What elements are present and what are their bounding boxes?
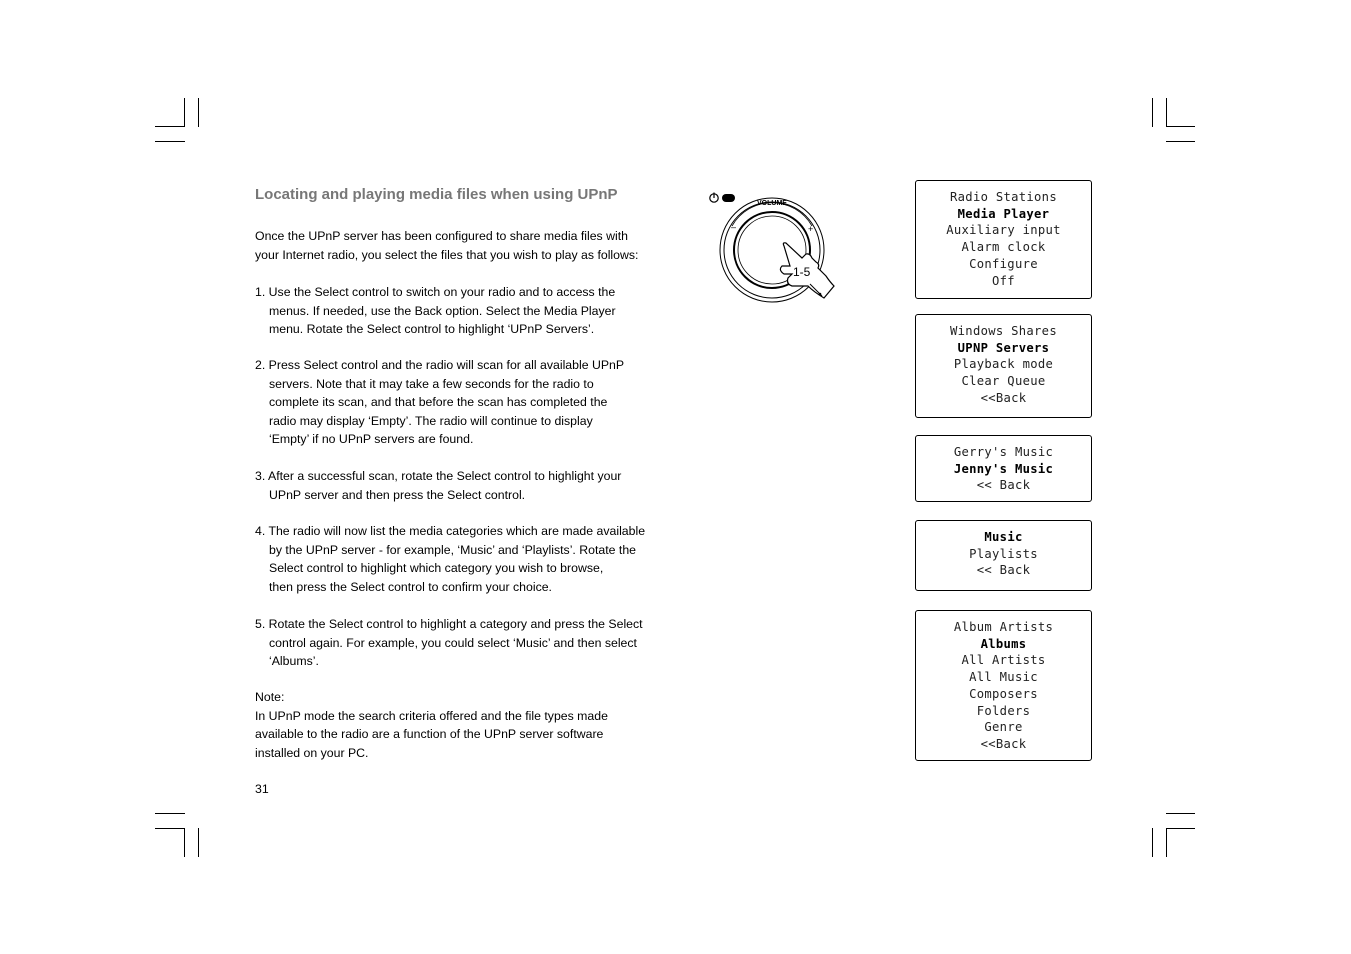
note-line: installed on your PC. (255, 745, 369, 760)
note (255, 688, 675, 762)
menu-item-selected: Jenny's Music (953, 461, 1054, 476)
step-line: 5. Rotate the Select control to highlight a category and press the Select (255, 617, 643, 631)
menu-item: << Back (976, 478, 1031, 493)
step-2 (255, 356, 675, 449)
menu-item: All Artists (961, 653, 1046, 668)
menu-item: Radio Stations (950, 190, 1057, 204)
menu-item: Configure (969, 256, 1038, 271)
note-label: Note: (255, 690, 285, 704)
menu-item-selected: Media Player (957, 206, 1050, 221)
lcd-screen-media-player (915, 314, 1092, 418)
menu-item: Auxiliary input (946, 223, 1061, 238)
step-line: 4. The radio will now list the media categories which are made available (255, 524, 646, 538)
page-number: 31 (255, 782, 269, 796)
step-line: menu. Rotate the Select control to highlight ‘UPnP Servers’. (269, 322, 595, 336)
menu-item: Windows Shares (950, 324, 1057, 338)
step-line: complete its scan, and that before the scan has completed the (269, 395, 608, 409)
menu-item: << Back (976, 563, 1031, 578)
step-line: then press the Select control to confirm your choice. (269, 579, 552, 594)
menu-item: Alarm clock (961, 240, 1046, 255)
intro-paragraph (255, 227, 675, 264)
menu-item: Clear Queue (961, 374, 1046, 389)
section-title: Locating and playing media files when using UPnP (255, 186, 618, 203)
step-line: by the UPnP server - for example, ‘Music’ and ‘Playlists’. Rotate the (269, 542, 637, 557)
step-line: 3. After a successful scan, rotate the Select control to highlight your (255, 469, 622, 483)
step-line: ‘Albums’. (269, 654, 319, 668)
note-line: In UPnP mode the search criteria offered and the file types made (255, 708, 608, 723)
step-line: control again. For example, you could select ‘Music’ and then select (269, 635, 637, 650)
menu-item: Gerry's Music (953, 445, 1054, 459)
menu-item-selected: UPNP Servers (957, 340, 1050, 355)
step-line: ‘Empty’ if no UPnP servers are found. (269, 432, 474, 446)
step-line: 2. Press Select control and the radio will scan for all available UPnP (255, 358, 625, 372)
step-1 (255, 283, 675, 339)
step-line: servers. Note that it may take a few seconds for the radio to (269, 376, 594, 391)
menu-item: Album Artists (953, 620, 1054, 634)
menu-item: Genre (984, 720, 1023, 735)
step-line: radio may display ‘Empty’. The radio will continue to display (269, 413, 593, 428)
step-range-label: 1-5 (793, 265, 811, 279)
intro-line: your Internet radio, you select the files that you wish to play as follows: (255, 247, 639, 262)
plus-label: + (808, 224, 814, 234)
volume-label: VOLUME (757, 200, 787, 207)
note-line: available to the radio are a function of the UPnP server software (255, 727, 604, 741)
minus-label: – (731, 222, 737, 232)
lcd-screen-main-menu (915, 180, 1092, 299)
menu-item: <<Back (980, 736, 1027, 751)
menu-item: Composers (969, 686, 1038, 701)
menu-item: Playlists (969, 546, 1038, 561)
power-button (722, 194, 735, 202)
menu-item-selected: Music (984, 530, 1023, 544)
lcd-screen-servers (915, 435, 1092, 502)
step-line: UPnP server and then press the Select control. (269, 487, 526, 502)
lcd-screen-music (915, 610, 1092, 761)
step-3 (255, 467, 675, 504)
menu-item-selected: Albums (980, 636, 1027, 651)
menu-item: Folders (976, 703, 1031, 718)
menu-item: Off (992, 273, 1015, 288)
menu-item: Playback mode (953, 357, 1054, 372)
step-line: menus. If needed, use the Back option. Select the Media Player (269, 303, 616, 318)
step-line: Select control to highlight which category you wish to browse, (269, 561, 604, 575)
volume-knob-illustration (704, 188, 844, 308)
menu-item: All Music (969, 670, 1038, 685)
step-4 (255, 522, 675, 596)
step-5 (255, 615, 675, 671)
step-line: 1. Use the Select control to switch on your radio and to access the (255, 285, 616, 299)
power-icon (710, 193, 718, 203)
menu-item: <<Back (980, 390, 1027, 405)
intro-line: Once the UPnP server has been configured to share media files with (255, 229, 628, 243)
lcd-screen-categories (915, 520, 1092, 591)
